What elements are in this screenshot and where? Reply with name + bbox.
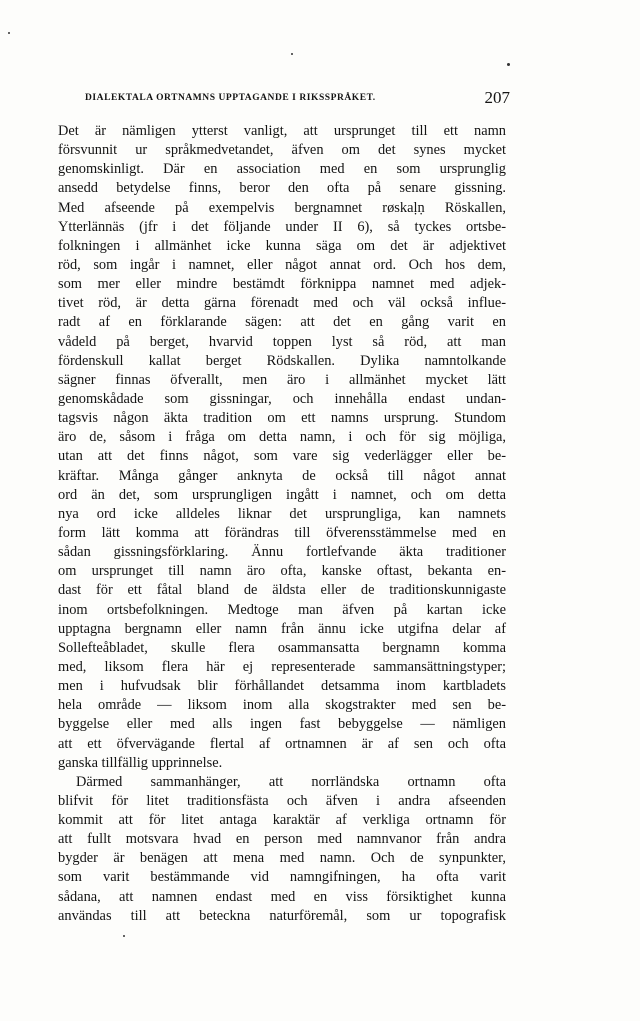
text-line: fördenskull kallat berget Rödskallen. Dylika namntolkande [58,352,506,369]
text-line: genomskådade som gissningar, och innehålla endast undan- [58,390,506,407]
text-line: sådan gissningsförklaring. Ännu fortlefvande äkta traditioner [58,544,506,561]
text-line: användas till att beteckna naturföremål, som ur topografisk [58,907,506,924]
text-line: vådeld på berget, hvarvid toppen lyst så röd, att man [58,333,506,350]
text-line: tivet röd, är detta gärna förenadt med och väl också influe- [58,295,506,312]
text-line: men i hufvudsak blir förhållandet detsamma inom kartbladets [58,678,506,695]
text-line: inom ortsbefolkningen. Medtoge man äfven på kartan icke [58,601,506,618]
text-line: med, liksom flera här ej representerade sammansättningstyper; [58,658,506,675]
text-line: som varit bestämmande vid namngifningen, ha ofta varit [58,869,506,886]
text-line: hela område — liksom inom alla skogstrakter med sen be- [58,697,506,714]
text-line: Sollefteåbladet, skulle flera osammansatta bergnamn komma [58,639,506,656]
text-line: försvunnit ur språkmedvetandet, äfven om det synes mycket [58,142,506,159]
text-line: dast för ett fåtal bland de äldsta eller de traditionskunnigaste [58,582,506,599]
speck-mark [507,63,510,66]
text-line: ord än det, som ursprungligen ingått i namnet, och om detta [58,486,506,503]
text-line: Det är nämligen ytterst vanligt, att ursprunget till ett namn [58,123,506,139]
text-line: äro de, såsom i fråga om detta namn, i och för sig möjliga, [58,429,506,446]
text-line: bygder är benägen att mena med namn. Och de synpunkter, [58,850,506,867]
running-head: DIALEKTALA ORTNAMNS UPPTAGANDE I RIKSSPRÅKET. [85,93,376,103]
text-line: blifvit för litet traditionsfästa och äfven i andra afseenden [58,792,506,809]
text-line: att ett öfvervägande flertal af ortnamnen är af sen och ofta [58,735,506,752]
text-line: kommit att för litet antaga karaktär af verkliga ortnamn för [58,812,506,829]
text-line: att fullt motsvara hvad en person med namnvanor från andra [58,831,506,848]
text-line: Därmed sammanhänger, att norrländska ortnamn ofta [76,773,506,790]
text-line: tagsvis någon äkta tradition om ett namns ursprung. Stundom [58,410,506,427]
text-line: Med afseende på exempelvis bergnamnet røskaḷṇ Röskallen, [58,199,506,216]
text-line: nya ord icke alldeles liknar det ursprungliga, kan namnets [58,505,506,522]
text-line: upptagna bergnamn eller namn från ännu icke utgifna delar af [58,620,506,637]
text-line: radt af en förklarande sägen: att det en gång varit en [58,314,506,331]
body-text [58,122,506,926]
text-line: om ursprunget till namn äro ofta, kanske oftast, bekanta en- [58,563,506,580]
text-line: utan att det finns något, som vare sig vederlägger eller be- [58,448,506,465]
speck-mark [8,32,10,34]
text-line: sägner finnas öfverallt, men äro i allmänhet mycket lätt [58,371,506,388]
page-number: 207 [484,88,510,107]
speck-mark [291,53,293,55]
text-line: ganska tillfällig upprinnelse. [58,754,223,771]
text-line: folkningen i allmänhet icke kunna säga om det är adjektivet [58,237,506,254]
page-header [85,90,510,110]
speck-mark [123,935,125,937]
text-line: som mer eller mindre bestämdt förknippa namnet med adjek- [58,276,506,293]
text-line: genomskinligt. Där en association med en som ursprunglig [58,161,506,178]
text-line: röd, som ingår i namnet, eller något annat ord. Och hos dem, [58,256,506,273]
text-line: ansedd betydelse finns, beror den ofta på senare gissning. [58,180,506,197]
text-line: byggelse eller med alls ingen fast bebyggelse — nämligen [58,716,506,733]
text-line: form lätt komma att förändras till öfverensstämmelse med en [58,524,506,541]
text-line: Ytterlännäs (jfr i det följande under II 6), så tyckes ortsbe- [58,218,506,235]
text-line: sådana, att namnen endast med en viss försiktighet kunna [58,888,506,905]
text-line: kräftar. Många gånger anknyta de också till något annat [58,467,506,484]
